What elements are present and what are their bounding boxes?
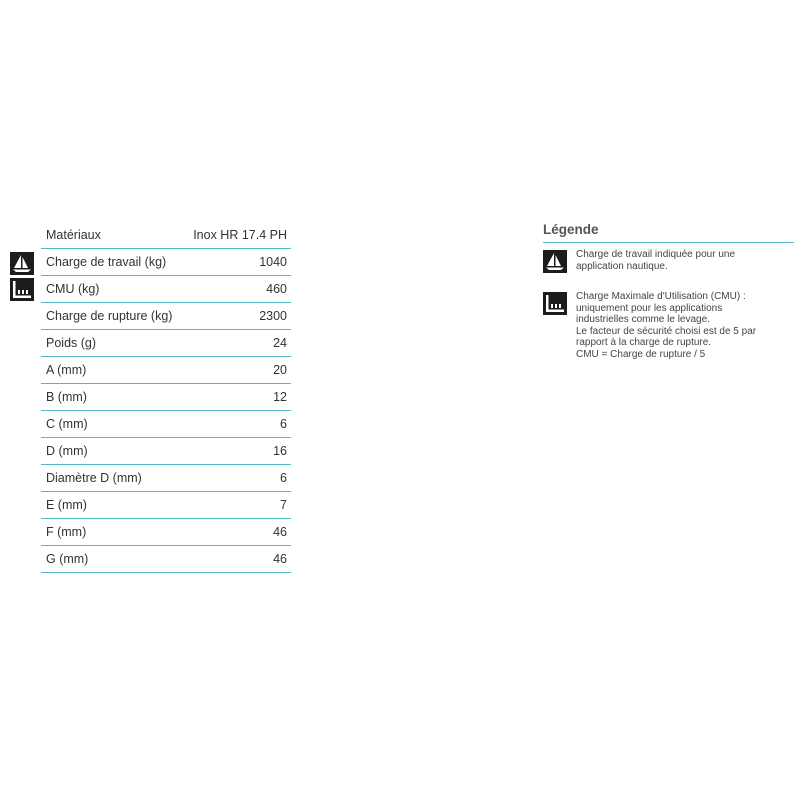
legend-line: CMU = Charge de rupture / 5 bbox=[576, 348, 706, 360]
spec-value: 16 bbox=[273, 444, 287, 458]
spec-value: 6 bbox=[280, 417, 287, 431]
legend-panel bbox=[543, 222, 794, 360]
legend-line: Charge Maximale d'Utilisation (CMU) : bbox=[576, 291, 746, 302]
spec-value: 24 bbox=[273, 336, 287, 350]
spec-label: Charge de rupture (kg) bbox=[46, 309, 173, 323]
factory-icon bbox=[543, 292, 567, 315]
spec-label: C (mm) bbox=[46, 417, 88, 431]
spec-row-g bbox=[41, 546, 291, 573]
spec-row-diameter-d bbox=[41, 465, 291, 492]
spec-row-breaking-load bbox=[41, 303, 291, 330]
legend-line: application nautique. bbox=[576, 260, 668, 272]
spec-value: 20 bbox=[273, 363, 287, 377]
spec-label: G (mm) bbox=[46, 552, 89, 566]
legend-item-working-load bbox=[543, 249, 794, 273]
spec-row-cmu bbox=[41, 276, 291, 303]
spec-label: Charge de travail (kg) bbox=[46, 255, 167, 269]
spec-label: E (mm) bbox=[46, 498, 87, 512]
legend-description bbox=[576, 249, 735, 272]
spec-table bbox=[41, 222, 291, 573]
spec-row-weight bbox=[41, 330, 291, 357]
spec-value: 460 bbox=[266, 282, 287, 296]
spec-value: 46 bbox=[273, 525, 287, 539]
sailboat-icon bbox=[543, 250, 567, 273]
spec-label: Matériaux bbox=[46, 228, 101, 242]
legend-line: industrielles comme le levage. bbox=[576, 314, 710, 325]
spec-label: CMU (kg) bbox=[46, 282, 100, 296]
spec-value: 6 bbox=[280, 471, 287, 485]
spec-row-c bbox=[41, 411, 291, 438]
legend-item-cmu bbox=[543, 291, 794, 360]
spec-row-d bbox=[41, 438, 291, 465]
legend-line: Le facteur de sécurité choisi est de 5 par bbox=[576, 325, 757, 337]
legend-line: Charge de travail indiquée pour une bbox=[576, 249, 735, 260]
spec-label: D (mm) bbox=[46, 444, 88, 458]
sailboat-icon bbox=[10, 252, 34, 275]
spec-value: 46 bbox=[273, 552, 287, 566]
spec-value: 7 bbox=[280, 498, 287, 512]
spec-value: 12 bbox=[273, 390, 287, 404]
spec-value: 1040 bbox=[259, 255, 287, 269]
spec-row-b bbox=[41, 384, 291, 411]
spec-label: A (mm) bbox=[46, 363, 87, 377]
spec-row-f bbox=[41, 519, 291, 546]
spec-label: F (mm) bbox=[46, 525, 87, 539]
spec-row-materials bbox=[41, 222, 291, 249]
spec-row-a bbox=[41, 357, 291, 384]
legend-title: Légende bbox=[543, 222, 794, 243]
spec-row-e bbox=[41, 492, 291, 519]
factory-icon bbox=[10, 278, 34, 301]
spec-label: B (mm) bbox=[46, 390, 87, 404]
spec-label: Poids (g) bbox=[46, 336, 97, 350]
legend-line: rapport à la charge de rupture. bbox=[576, 337, 712, 348]
spec-value: 2300 bbox=[259, 309, 287, 323]
legend-description bbox=[576, 291, 756, 360]
spec-row-working-load bbox=[41, 249, 291, 276]
spec-label: Diamètre D (mm) bbox=[46, 471, 142, 485]
legend-line: uniquement pour les applications bbox=[576, 302, 723, 314]
spec-value: Inox HR 17.4 PH bbox=[193, 228, 287, 242]
